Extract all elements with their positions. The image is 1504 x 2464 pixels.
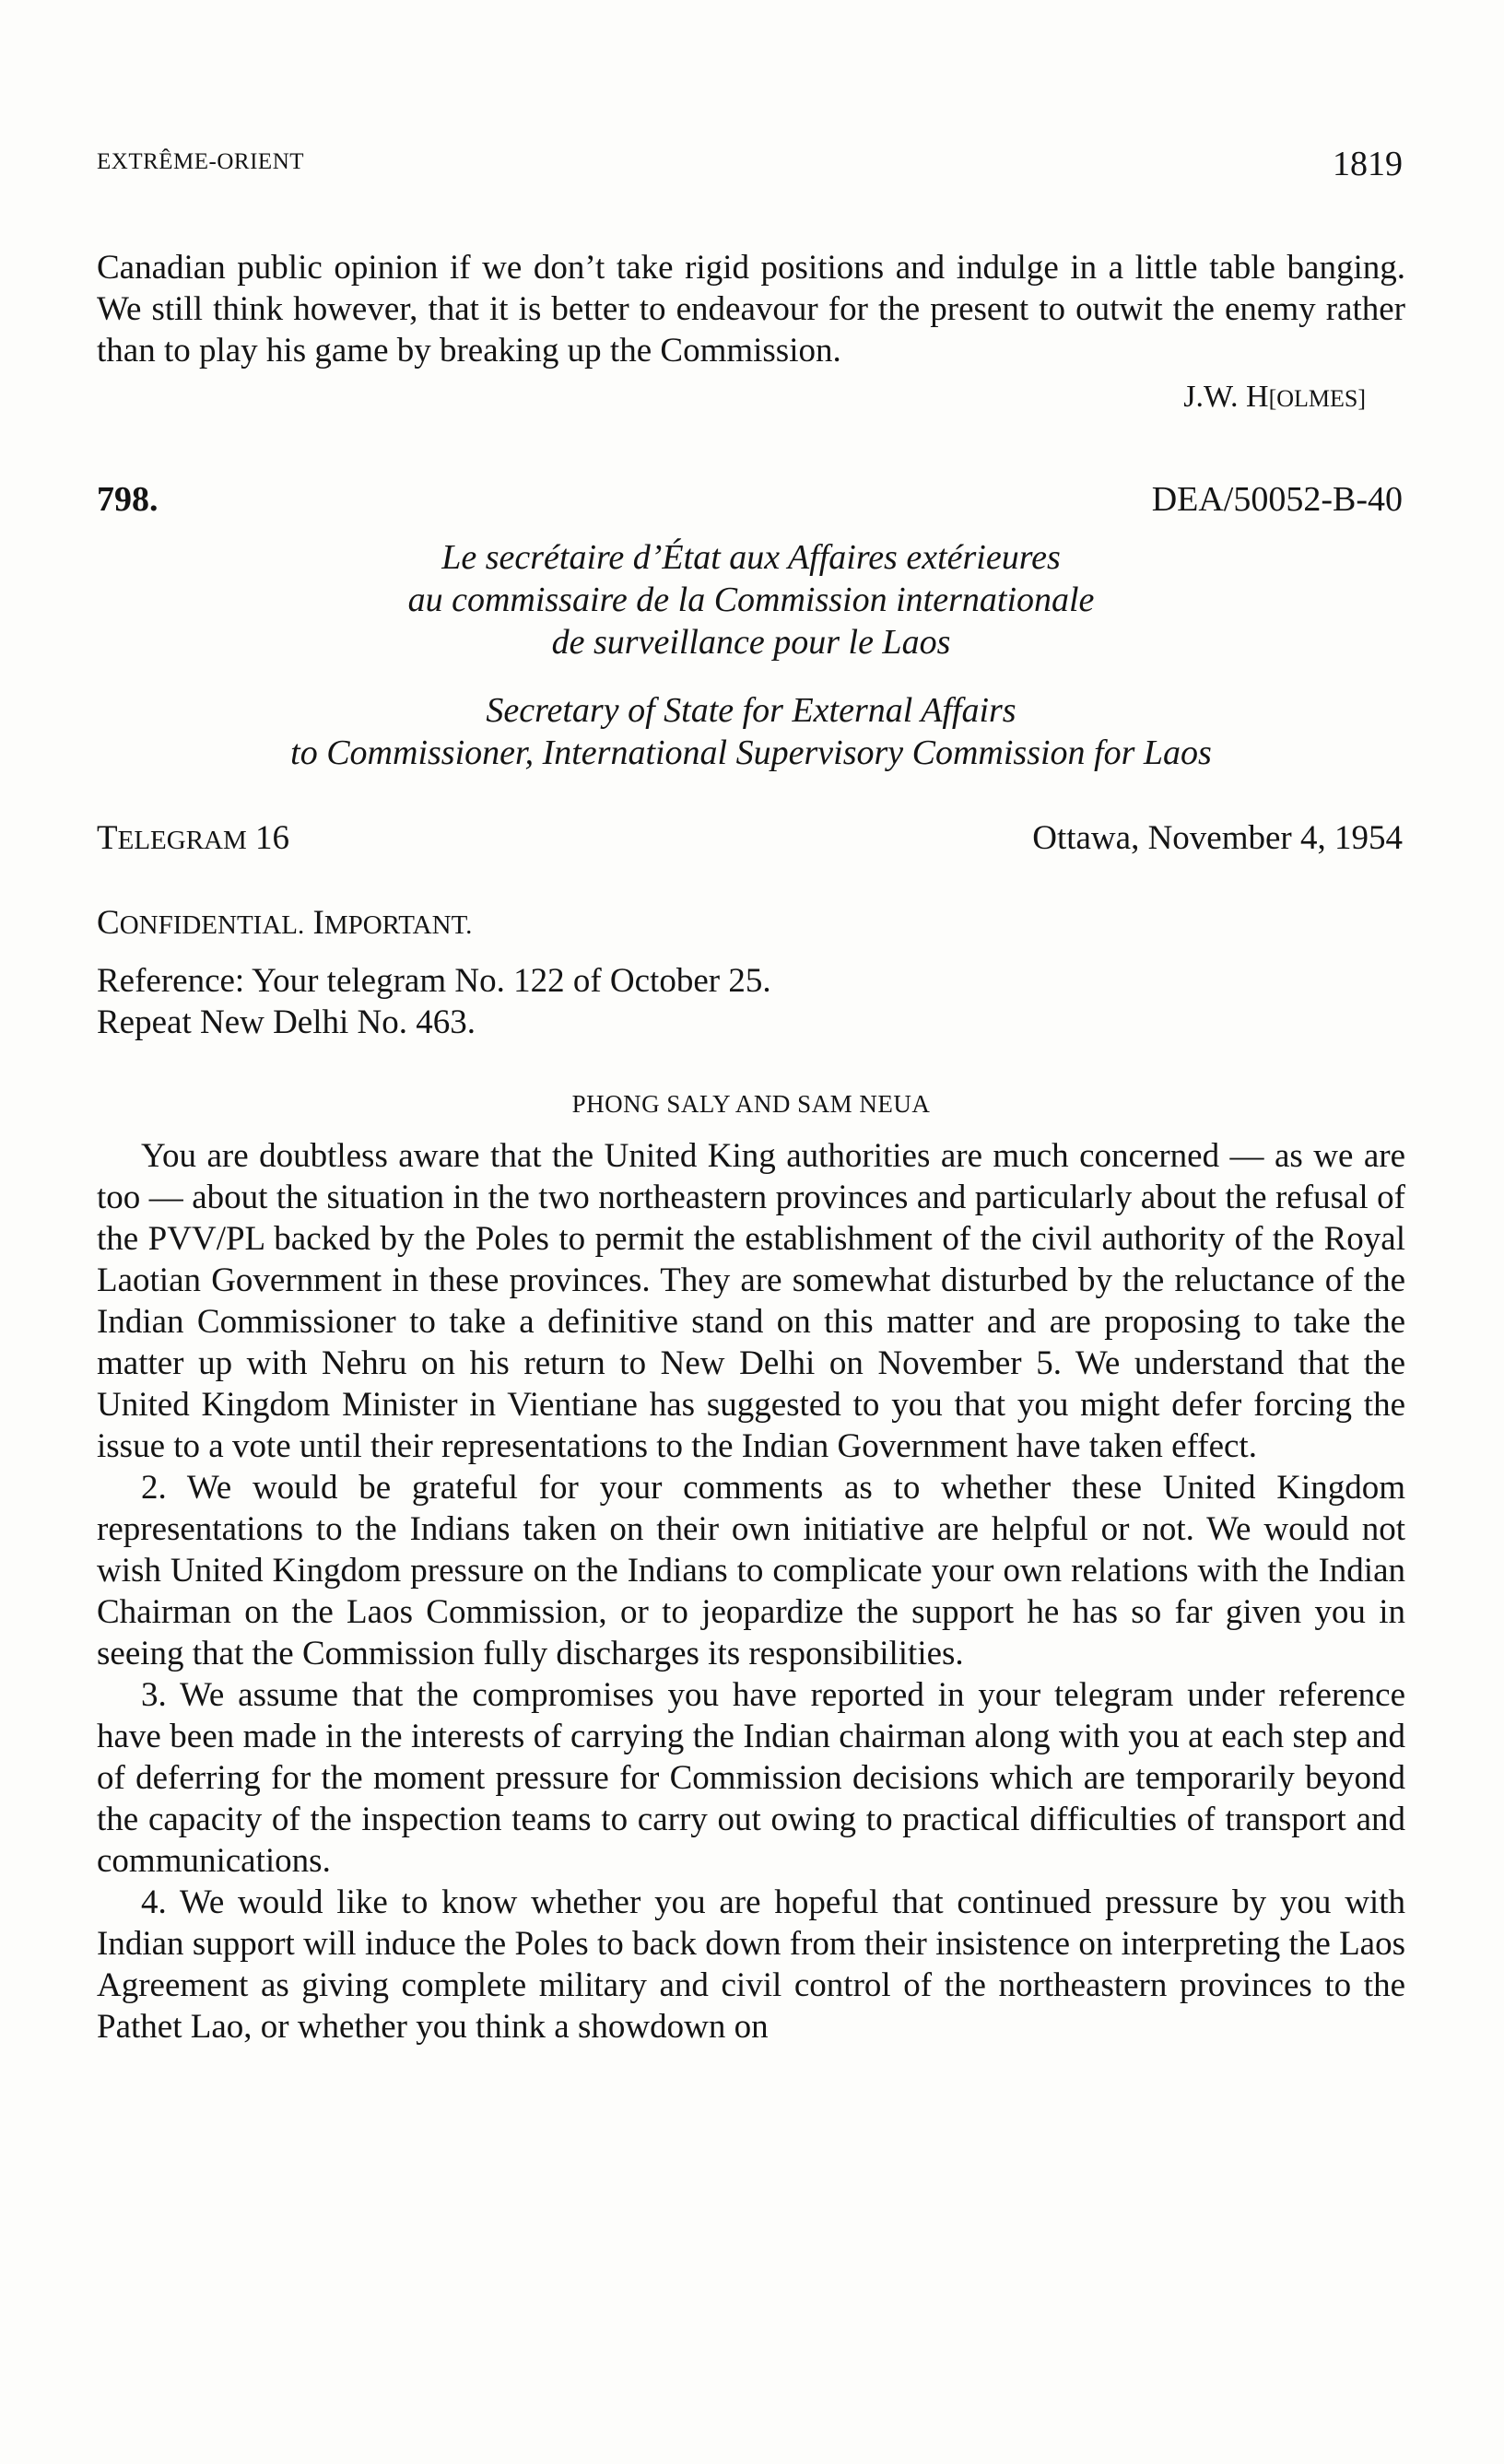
class-1-initial: C (97, 904, 120, 942)
body-paragraph: 3. We assume that the compromises you have reported in your telegram under reference have been made in the interests of carrying the Indian chairman along with you at each step and of deferring for the moment pressure for Commission decisions which are temporarily beyond the capacity of the inspection teams to carry out owing to practical difficulties of transport and communications. (97, 1676, 1405, 1880)
section-heading: PHONG SALY AND SAM NEUA (571, 1090, 931, 1118)
reference-line: Reference: Your telegram No. 122 of October 25. (97, 962, 771, 1000)
class-2-rest: MPORTANT. (323, 910, 473, 940)
telegram-label (97, 818, 289, 858)
running-head: EXTRÊME-ORIENT (97, 149, 305, 174)
title-french (97, 536, 1405, 663)
telegram-word: ELEGRAM (117, 826, 247, 855)
title-en-line: to Commissioner, International Supervisory Commission for Laos (290, 733, 1212, 772)
title-english (97, 689, 1405, 774)
reference-block (97, 960, 771, 1043)
body-paragraph: You are doubtless aware that the United King authorities are much concerned — as we are too — about the situation in the two northeastern provinces and particularly about the refusal of the PVV/PL backed by the Poles to permit the establishment of the civil authority of the Royal Laotian Government in these provinces. They are somewhat disturbed by the reluctance of the Indian Commissioner to take a definitive stand on this matter and are proposing to take the matter up with Nehru on his return to New Delhi on November 5. We understand that the United Kingdom Minister in Vientiane has suggested to you that you might defer forcing the issue to a vote until their representations to the Indian Government have taken effect. (97, 1137, 1405, 1465)
page-number: 1819 (1333, 145, 1403, 183)
classification (97, 903, 472, 943)
continuation-paragraph (97, 247, 1405, 371)
class-1-rest: ONFIDENTIAL. (119, 910, 305, 940)
title-en-line: Secretary of State for External Affairs (486, 691, 1016, 730)
dateline: Ottawa, November 4, 1954 (1032, 819, 1403, 857)
continuation-text: Canadian public opinion if we don’t take rigid positions and indulge in a little table banging. We still think however, that it is better to endeavour for the present to outwit the enemy rather than to play his game by breaking up the Commission. (97, 249, 1405, 370)
telegram-initial: T (97, 819, 118, 857)
signature-initials: J.W. H (1183, 380, 1269, 414)
document-number: 798. (97, 480, 159, 519)
class-2-initial: I (312, 904, 324, 942)
title-fr-line: Le secrétaire d’État aux Affaires extérieures (441, 538, 1061, 577)
body-paragraph: 4. We would like to know whether you are hopeful that continued pressure by you with Indian support will induce the Poles to back down from their insistence on interpreting the Laos Agreement as giving complete military and civil control of the northeastern provinces to the Pathet Lao, or whether you think a showdown on (97, 1883, 1405, 2046)
title-fr-line: au commissaire de la Commission internationale (407, 581, 1095, 619)
telegram-body (97, 1135, 1405, 2047)
signature (1183, 380, 1366, 415)
signature-surname: [OLMES] (1268, 385, 1366, 412)
title-fr-line: de surveillance pour le Laos (551, 623, 951, 662)
body-paragraph: 2. We would be grateful for your comments as to whether these United Kingdom representations to the Indians taken on their own initiative are helpful or not. We would not wish United Kingdom pressure on the Indians to complicate your own relations with the Indian Chairman on the Laos Commission, or to jeopardize the support he has so far given you in seeing that the Commission fully discharges its responsibilities. (97, 1469, 1405, 1672)
telegram-number: 16 (255, 819, 290, 857)
file-reference: DEA/50052-B-40 (1151, 480, 1403, 519)
repeat-line: Repeat New Delhi No. 463. (97, 1003, 476, 1041)
